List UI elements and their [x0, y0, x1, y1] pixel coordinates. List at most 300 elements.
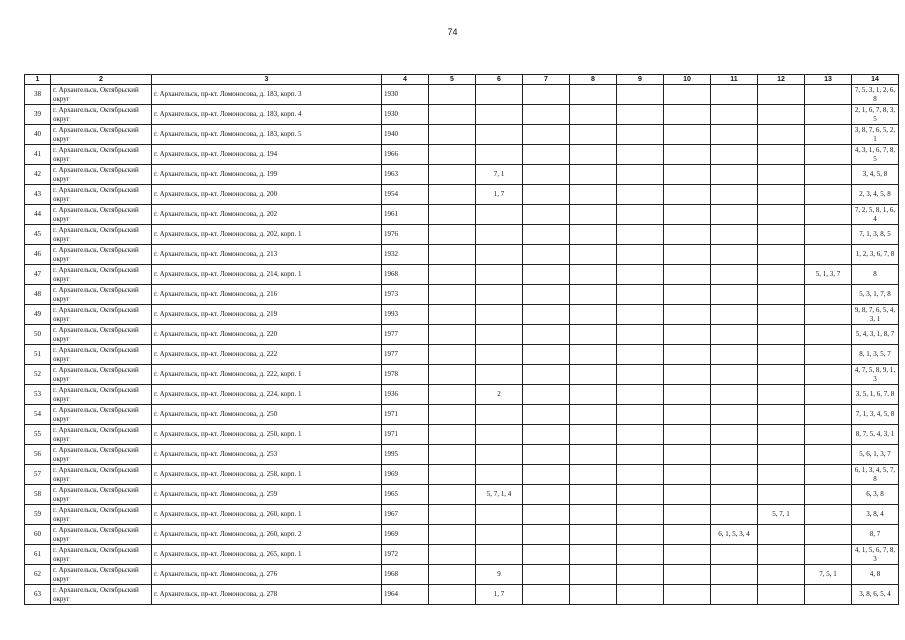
column-header: 11	[711, 75, 758, 85]
col12-cell	[758, 105, 805, 125]
col14-cell: 7, 1, 3, 8, 5	[852, 225, 899, 245]
table-row	[25, 105, 899, 125]
col10-cell	[664, 565, 711, 585]
table-row	[25, 485, 899, 505]
column-header: 7	[523, 75, 570, 85]
address-cell: г. Архангельск, пр-кт. Ломоносова, д. 220	[152, 325, 382, 345]
col12-cell	[758, 145, 805, 165]
col11-cell	[711, 505, 758, 525]
district-cell: г. Архангельск, Октябрьский округ	[51, 385, 152, 405]
col10-cell	[664, 465, 711, 485]
col8-cell	[570, 85, 617, 105]
col12-cell	[758, 365, 805, 385]
col14-cell: 3, 8, 7, 6, 5, 2, 1	[852, 125, 899, 145]
address-cell: г. Архангельск, пр-кт. Ломоносова, д. 183, корп. 3	[152, 85, 382, 105]
col5-cell	[429, 365, 476, 385]
column-header: 12	[758, 75, 805, 85]
col6-cell	[476, 145, 523, 165]
year-cell: 1930	[382, 85, 429, 105]
address-cell: г. Архангельск, пр-кт. Ломоносова, д. 250	[152, 405, 382, 425]
address-cell: г. Архангельск, пр-кт. Ломоносова, д. 213	[152, 245, 382, 265]
table-row	[25, 545, 899, 565]
column-header: 5	[429, 75, 476, 85]
address-cell: г. Архангельск, пр-кт. Ломоносова, д. 260, корп. 1	[152, 505, 382, 525]
col6-cell	[476, 285, 523, 305]
col9-cell	[617, 525, 664, 545]
col7-cell	[523, 105, 570, 125]
col8-cell	[570, 565, 617, 585]
col5-cell	[429, 465, 476, 485]
col7-cell	[523, 185, 570, 205]
district-cell: г. Архангельск, Октябрьский округ	[51, 125, 152, 145]
column-header: 6	[476, 75, 523, 85]
col8-cell	[570, 425, 617, 445]
col12-cell	[758, 425, 805, 445]
col5-cell	[429, 425, 476, 445]
col12-cell	[758, 245, 805, 265]
col7-cell	[523, 345, 570, 365]
row-number: 47	[25, 265, 51, 285]
col9-cell	[617, 545, 664, 565]
page-number: 74	[447, 27, 458, 37]
year-cell: 1932	[382, 245, 429, 265]
row-number: 43	[25, 185, 51, 205]
col11-cell	[711, 165, 758, 185]
table-row	[25, 525, 899, 545]
table-row	[25, 585, 899, 605]
col14-cell: 3, 4, 5, 8	[852, 165, 899, 185]
year-cell: 1977	[382, 345, 429, 365]
col7-cell	[523, 125, 570, 145]
col7-cell	[523, 325, 570, 345]
col5-cell	[429, 125, 476, 145]
col10-cell	[664, 405, 711, 425]
col10-cell	[664, 425, 711, 445]
col11-cell	[711, 385, 758, 405]
col10-cell	[664, 265, 711, 285]
col5-cell	[429, 485, 476, 505]
row-number: 46	[25, 245, 51, 265]
col8-cell	[570, 385, 617, 405]
col13-cell	[805, 285, 852, 305]
col7-cell	[523, 405, 570, 425]
col10-cell	[664, 525, 711, 545]
col8-cell	[570, 225, 617, 245]
col14-cell: 3, 8, 4	[852, 505, 899, 525]
col12-cell	[758, 385, 805, 405]
col10-cell	[664, 125, 711, 145]
table-row	[25, 165, 899, 185]
district-cell: г. Архангельск, Октябрьский округ	[51, 245, 152, 265]
col13-cell	[805, 425, 852, 445]
col5-cell	[429, 345, 476, 365]
col5-cell	[429, 525, 476, 545]
year-cell: 1995	[382, 445, 429, 465]
col10-cell	[664, 145, 711, 165]
col7-cell	[523, 425, 570, 445]
district-cell: г. Архангельск, Октябрьский округ	[51, 345, 152, 365]
col14-cell: 8	[852, 265, 899, 285]
col5-cell	[429, 185, 476, 205]
year-cell: 1961	[382, 205, 429, 225]
col6-cell	[476, 465, 523, 485]
table-row	[25, 265, 899, 285]
col10-cell	[664, 285, 711, 305]
col5-cell	[429, 545, 476, 565]
col11-cell	[711, 185, 758, 205]
col14-cell: 5, 3, 1, 7, 8	[852, 285, 899, 305]
col6-cell	[476, 345, 523, 365]
year-cell: 1964	[382, 585, 429, 605]
row-number: 56	[25, 445, 51, 465]
col12-cell: 5, 7, 1	[758, 505, 805, 525]
table-row	[25, 465, 899, 485]
col9-cell	[617, 505, 664, 525]
col5-cell	[429, 145, 476, 165]
row-number: 61	[25, 545, 51, 565]
district-cell: г. Архангельск, Октябрьский округ	[51, 85, 152, 105]
col6-cell	[476, 425, 523, 445]
col9-cell	[617, 225, 664, 245]
table-row	[25, 125, 899, 145]
col5-cell	[429, 445, 476, 465]
table-row	[25, 365, 899, 385]
address-cell: г. Архангельск, пр-кт. Ломоносова, д. 259	[152, 485, 382, 505]
col5-cell	[429, 245, 476, 265]
col6-cell: 5, 7, 1, 4	[476, 485, 523, 505]
col14-cell: 9, 8, 7, 6, 5, 4, 3, 1	[852, 305, 899, 325]
col11-cell	[711, 105, 758, 125]
year-cell: 1968	[382, 265, 429, 285]
col12-cell	[758, 565, 805, 585]
col10-cell	[664, 485, 711, 505]
col7-cell	[523, 545, 570, 565]
col6-cell: 2	[476, 385, 523, 405]
col14-cell: 3, 8, 6, 5, 4	[852, 585, 899, 605]
row-number: 58	[25, 485, 51, 505]
col10-cell	[664, 105, 711, 125]
col14-cell: 7, 5, 3, 1, 2, 6, 8	[852, 85, 899, 105]
row-number: 40	[25, 125, 51, 145]
district-cell: г. Архангельск, Октябрьский округ	[51, 325, 152, 345]
address-cell: г. Архангельск, пр-кт. Ломоносова, д. 224, корп. 1	[152, 385, 382, 405]
year-cell: 1930	[382, 105, 429, 125]
housing-register-table	[24, 74, 899, 605]
col11-cell	[711, 465, 758, 485]
col10-cell	[664, 225, 711, 245]
col8-cell	[570, 485, 617, 505]
address-cell: г. Архангельск, пр-кт. Ломоносова, д. 276	[152, 565, 382, 585]
col10-cell	[664, 205, 711, 225]
col10-cell	[664, 85, 711, 105]
col13-cell	[805, 405, 852, 425]
table-row	[25, 305, 899, 325]
col12-cell	[758, 585, 805, 605]
col12-cell	[758, 545, 805, 565]
col7-cell	[523, 485, 570, 505]
district-cell: г. Архангельск, Октябрьский округ	[51, 405, 152, 425]
district-cell: г. Архангельск, Октябрьский округ	[51, 525, 152, 545]
col12-cell	[758, 465, 805, 485]
col12-cell	[758, 225, 805, 245]
address-cell: г. Архангельск, пр-кт. Ломоносова, д. 222	[152, 345, 382, 365]
row-number: 42	[25, 165, 51, 185]
col11-cell: 6, 1, 5, 3, 4	[711, 525, 758, 545]
col10-cell	[664, 305, 711, 325]
year-cell: 1978	[382, 365, 429, 385]
col11-cell	[711, 545, 758, 565]
year-cell: 1972	[382, 545, 429, 565]
col13-cell	[805, 245, 852, 265]
col5-cell	[429, 505, 476, 525]
year-cell: 1954	[382, 185, 429, 205]
district-cell: г. Архангельск, Октябрьский округ	[51, 425, 152, 445]
col7-cell	[523, 245, 570, 265]
col13-cell	[805, 465, 852, 485]
year-cell: 1993	[382, 305, 429, 325]
district-cell: г. Архангельск, Октябрьский округ	[51, 185, 152, 205]
col7-cell	[523, 305, 570, 325]
col9-cell	[617, 165, 664, 185]
col13-cell	[805, 305, 852, 325]
col7-cell	[523, 385, 570, 405]
col13-cell	[805, 165, 852, 185]
col12-cell	[758, 405, 805, 425]
col9-cell	[617, 385, 664, 405]
col8-cell	[570, 185, 617, 205]
row-number: 38	[25, 85, 51, 105]
col8-cell	[570, 305, 617, 325]
col7-cell	[523, 565, 570, 585]
col6-cell: 1, 7	[476, 185, 523, 205]
address-cell: г. Архангельск, пр-кт. Ломоносова, д. 222, корп. 1	[152, 365, 382, 385]
address-cell: г. Архангельск, пр-кт. Ломоносова, д. 253	[152, 445, 382, 465]
col8-cell	[570, 505, 617, 525]
col6-cell	[476, 505, 523, 525]
col12-cell	[758, 285, 805, 305]
col6-cell	[476, 245, 523, 265]
year-cell: 1971	[382, 405, 429, 425]
col14-cell: 3, 5, 1, 6, 7, 8	[852, 385, 899, 405]
column-header: 9	[617, 75, 664, 85]
col13-cell	[805, 585, 852, 605]
column-header: 13	[805, 75, 852, 85]
col9-cell	[617, 285, 664, 305]
column-header: 1	[25, 75, 51, 85]
col14-cell: 5, 6, 1, 3, 7	[852, 445, 899, 465]
col5-cell	[429, 565, 476, 585]
address-cell: г. Архангельск, пр-кт. Ломоносова, д. 202, корп. 1	[152, 225, 382, 245]
col12-cell	[758, 345, 805, 365]
col13-cell	[805, 545, 852, 565]
col5-cell	[429, 85, 476, 105]
col10-cell	[664, 385, 711, 405]
col9-cell	[617, 265, 664, 285]
col14-cell: 8, 7, 5, 4, 3, 1	[852, 425, 899, 445]
col9-cell	[617, 125, 664, 145]
table-row	[25, 85, 899, 105]
col6-cell	[476, 525, 523, 545]
col10-cell	[664, 245, 711, 265]
col5-cell	[429, 265, 476, 285]
col6-cell	[476, 265, 523, 285]
col6-cell	[476, 85, 523, 105]
district-cell: г. Архангельск, Октябрьский округ	[51, 585, 152, 605]
district-cell: г. Архангельск, Октябрьский округ	[51, 205, 152, 225]
col13-cell	[805, 185, 852, 205]
district-cell: г. Архангельск, Октябрьский округ	[51, 225, 152, 245]
col11-cell	[711, 245, 758, 265]
col13-cell	[805, 225, 852, 245]
col11-cell	[711, 405, 758, 425]
row-number: 55	[25, 425, 51, 445]
col5-cell	[429, 385, 476, 405]
column-header: 4	[382, 75, 429, 85]
col12-cell	[758, 305, 805, 325]
col7-cell	[523, 285, 570, 305]
address-cell: г. Архангельск, пр-кт. Ломоносова, д. 265, корп. 1	[152, 545, 382, 565]
col10-cell	[664, 345, 711, 365]
col8-cell	[570, 465, 617, 485]
col9-cell	[617, 345, 664, 365]
row-number: 53	[25, 385, 51, 405]
col5-cell	[429, 585, 476, 605]
row-number: 50	[25, 325, 51, 345]
col14-cell: 4, 8	[852, 565, 899, 585]
col10-cell	[664, 165, 711, 185]
column-header: 3	[152, 75, 382, 85]
table-row	[25, 405, 899, 425]
col13-cell	[805, 205, 852, 225]
table-header	[25, 75, 899, 85]
col8-cell	[570, 585, 617, 605]
col8-cell	[570, 125, 617, 145]
address-cell: г. Архангельск, пр-кт. Ломоносова, д. 214, корп. 1	[152, 265, 382, 285]
column-header: 10	[664, 75, 711, 85]
year-cell: 1969	[382, 465, 429, 485]
col7-cell	[523, 165, 570, 185]
address-cell: г. Архангельск, пр-кт. Ломоносова, д. 199	[152, 165, 382, 185]
col7-cell	[523, 525, 570, 545]
col13-cell	[805, 505, 852, 525]
address-cell: г. Архангельск, пр-кт. Ломоносова, д. 258, корп. 1	[152, 465, 382, 485]
year-cell: 1936	[382, 385, 429, 405]
row-number: 57	[25, 465, 51, 485]
col14-cell: 7, 1, 3, 4, 5, 8	[852, 405, 899, 425]
column-header: 2	[51, 75, 152, 85]
district-cell: г. Архангельск, Октябрьский округ	[51, 105, 152, 125]
col11-cell	[711, 265, 758, 285]
col11-cell	[711, 145, 758, 165]
col7-cell	[523, 585, 570, 605]
col10-cell	[664, 585, 711, 605]
col9-cell	[617, 205, 664, 225]
col8-cell	[570, 545, 617, 565]
col7-cell	[523, 225, 570, 245]
header-row	[25, 75, 899, 85]
col13-cell	[805, 105, 852, 125]
col9-cell	[617, 365, 664, 385]
year-cell: 1966	[382, 145, 429, 165]
col11-cell	[711, 485, 758, 505]
col9-cell	[617, 105, 664, 125]
table-body	[25, 85, 899, 605]
table-row	[25, 565, 899, 585]
col14-cell: 2, 3, 4, 5, 8	[852, 185, 899, 205]
year-cell: 1976	[382, 225, 429, 245]
col6-cell: 1, 7	[476, 585, 523, 605]
col8-cell	[570, 105, 617, 125]
col13-cell	[805, 525, 852, 545]
table-row	[25, 345, 899, 365]
year-cell: 1969	[382, 525, 429, 545]
col14-cell: 4, 3, 1, 6, 7, 8, 5	[852, 145, 899, 165]
col11-cell	[711, 565, 758, 585]
row-number: 48	[25, 285, 51, 305]
table-row	[25, 445, 899, 465]
col9-cell	[617, 405, 664, 425]
col5-cell	[429, 405, 476, 425]
district-cell: г. Архангельск, Октябрьский округ	[51, 305, 152, 325]
district-cell: г. Архангельск, Октябрьский округ	[51, 505, 152, 525]
row-number: 49	[25, 305, 51, 325]
col13-cell	[805, 85, 852, 105]
year-cell: 1968	[382, 565, 429, 585]
district-cell: г. Архангельск, Октябрьский округ	[51, 445, 152, 465]
table-row	[25, 385, 899, 405]
col6-cell	[476, 325, 523, 345]
col14-cell: 8, 7	[852, 525, 899, 545]
col7-cell	[523, 365, 570, 385]
col13-cell	[805, 365, 852, 385]
col9-cell	[617, 565, 664, 585]
year-cell: 1963	[382, 165, 429, 185]
address-cell: г. Архангельск, пр-кт. Ломоносова, д. 194	[152, 145, 382, 165]
col12-cell	[758, 205, 805, 225]
year-cell: 1973	[382, 285, 429, 305]
col9-cell	[617, 245, 664, 265]
col5-cell	[429, 225, 476, 245]
col6-cell: 9	[476, 565, 523, 585]
col6-cell	[476, 125, 523, 145]
row-number: 62	[25, 565, 51, 585]
col11-cell	[711, 365, 758, 385]
col11-cell	[711, 445, 758, 465]
col13-cell	[805, 485, 852, 505]
col14-cell: 1, 2, 3, 6, 7, 8	[852, 245, 899, 265]
col6-cell	[476, 305, 523, 325]
col13-cell	[805, 125, 852, 145]
row-number: 45	[25, 225, 51, 245]
col7-cell	[523, 205, 570, 225]
col9-cell	[617, 465, 664, 485]
district-cell: г. Архангельск, Октябрьский округ	[51, 145, 152, 165]
col13-cell	[805, 325, 852, 345]
table-row	[25, 225, 899, 245]
col8-cell	[570, 445, 617, 465]
col10-cell	[664, 185, 711, 205]
district-cell: г. Архангельск, Октябрьский округ	[51, 365, 152, 385]
table-row	[25, 145, 899, 165]
col10-cell	[664, 445, 711, 465]
col8-cell	[570, 145, 617, 165]
row-number: 60	[25, 525, 51, 545]
col10-cell	[664, 325, 711, 345]
col13-cell	[805, 385, 852, 405]
address-cell: г. Архангельск, пр-кт. Ломоносова, д. 250, корп. 1	[152, 425, 382, 445]
col14-cell: 6, 3, 8	[852, 485, 899, 505]
col6-cell	[476, 545, 523, 565]
